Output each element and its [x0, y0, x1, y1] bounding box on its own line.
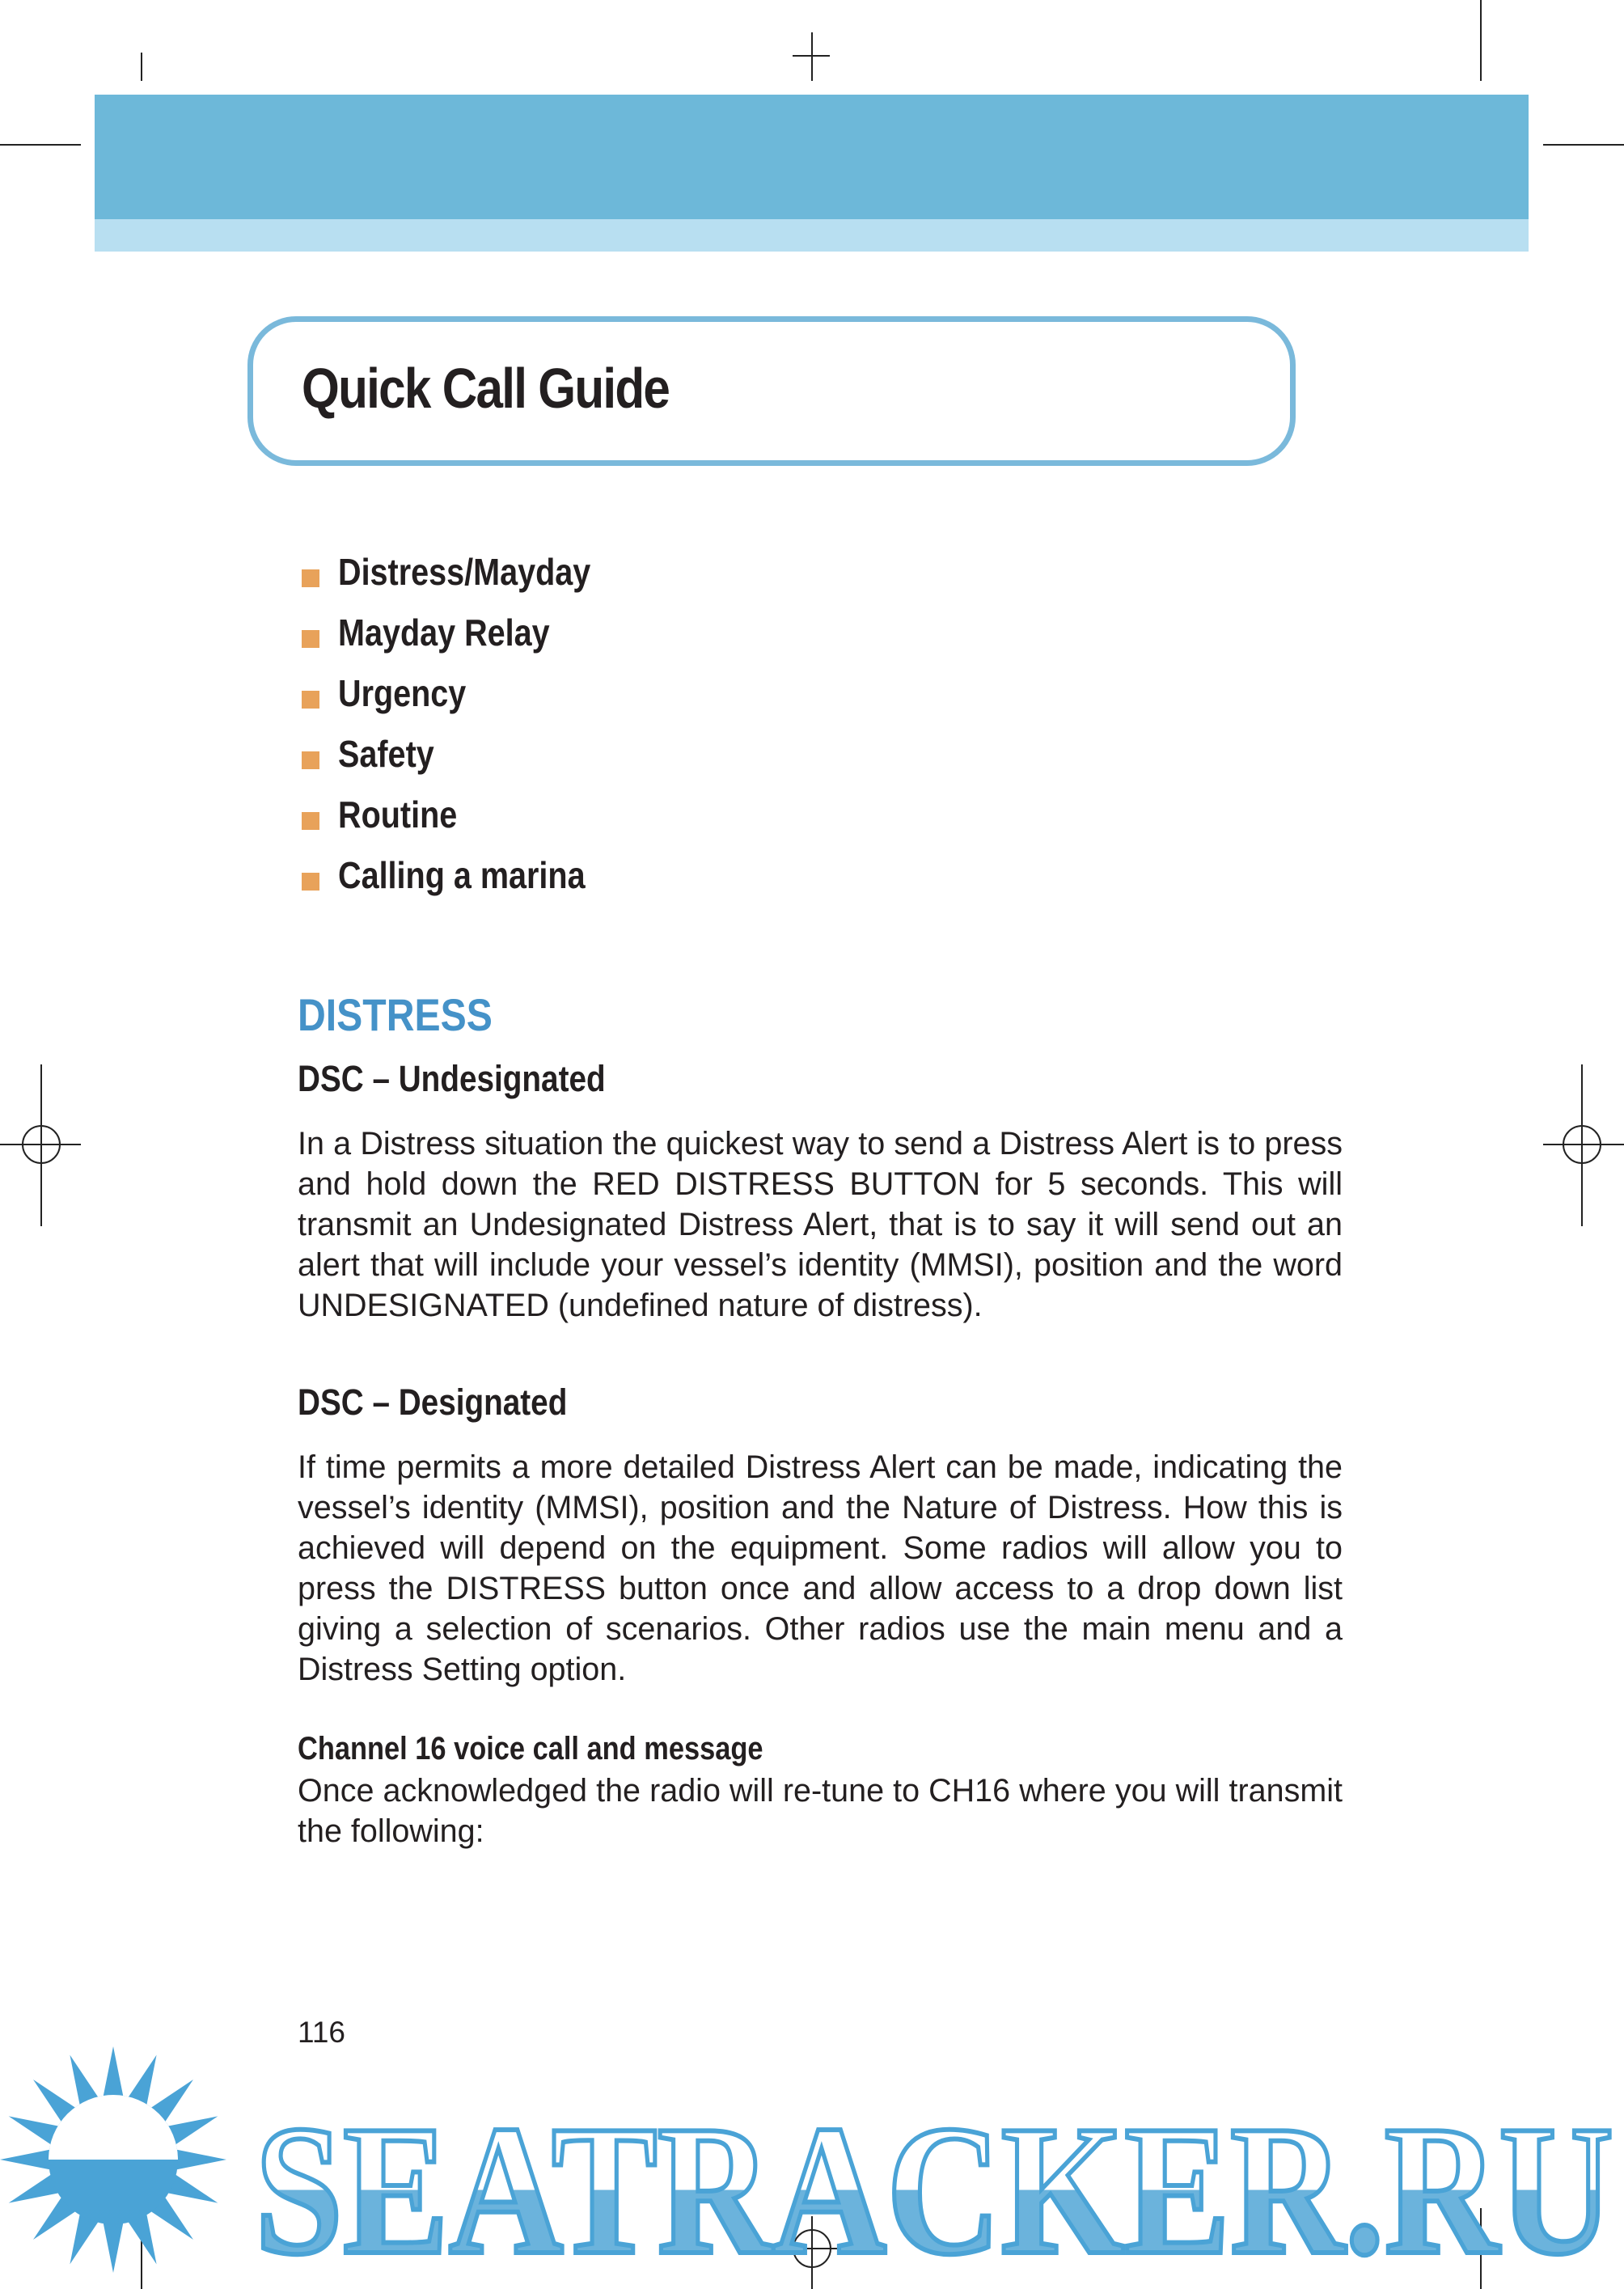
toc-label: Urgency [338, 672, 467, 714]
header-band-light [95, 219, 1529, 252]
section-heading: DISTRESS [298, 989, 493, 1040]
bullet-icon [302, 569, 319, 587]
bullet-icon [302, 751, 319, 769]
toc-label: Safety [338, 733, 434, 775]
toc-label: Distress/Mayday [338, 551, 591, 593]
header-band [95, 95, 1529, 219]
bullet-icon [302, 812, 319, 830]
bullet-icon [302, 873, 319, 891]
undesignated-paragraph: In a Distress situation the quickest way to send a Distress Alert is to press and hold down the RED DISTRESS BUTTON for 5 seconds. This will transmit an Undesignated Distress Alert, that is to say it will send out an alert that will include your vessel’s identity (MMSI), position and the word UNDESIGNATED (undefined nature of distress). [298, 1126, 1343, 1323]
toc-label: Calling a marina [338, 854, 586, 896]
bullet-icon [302, 630, 319, 648]
toc-label: Routine [338, 793, 458, 836]
toc-label: Mayday Relay [338, 611, 550, 654]
voice-call-paragraph: Once acknowledged the radio will re-tune to CH16 where you will transmit the following: [298, 1773, 1343, 1849]
designated-paragraph: If time permits a more detailed Distress Alert can be made, indicating the vessel’s identity (MMSI), position and the Nature of Distress. How this is achieved will depend on the equipment. Some radios will allow you to press the DISTRESS button once and allow access to a drop down list giving a selection of scenarios. Other radios use the main menu and a Distress Setting option. [298, 1449, 1343, 1687]
seatracker-logo [0, 2046, 1624, 2289]
sun-icon [0, 2046, 226, 2273]
voice-call-heading: Channel 16 voice call and message [298, 1731, 763, 1766]
undesignated-heading: DSC – Undesignated [298, 1058, 606, 1099]
designated-heading: DSC – Designated [298, 1381, 568, 1423]
title-box [247, 316, 1296, 466]
page-number: 116 [298, 2016, 345, 2049]
page-title: Quick Call Guide [302, 357, 670, 420]
watermark-text: SEATRACKER.RU [255, 2087, 1613, 2289]
bullet-icon [302, 691, 319, 709]
